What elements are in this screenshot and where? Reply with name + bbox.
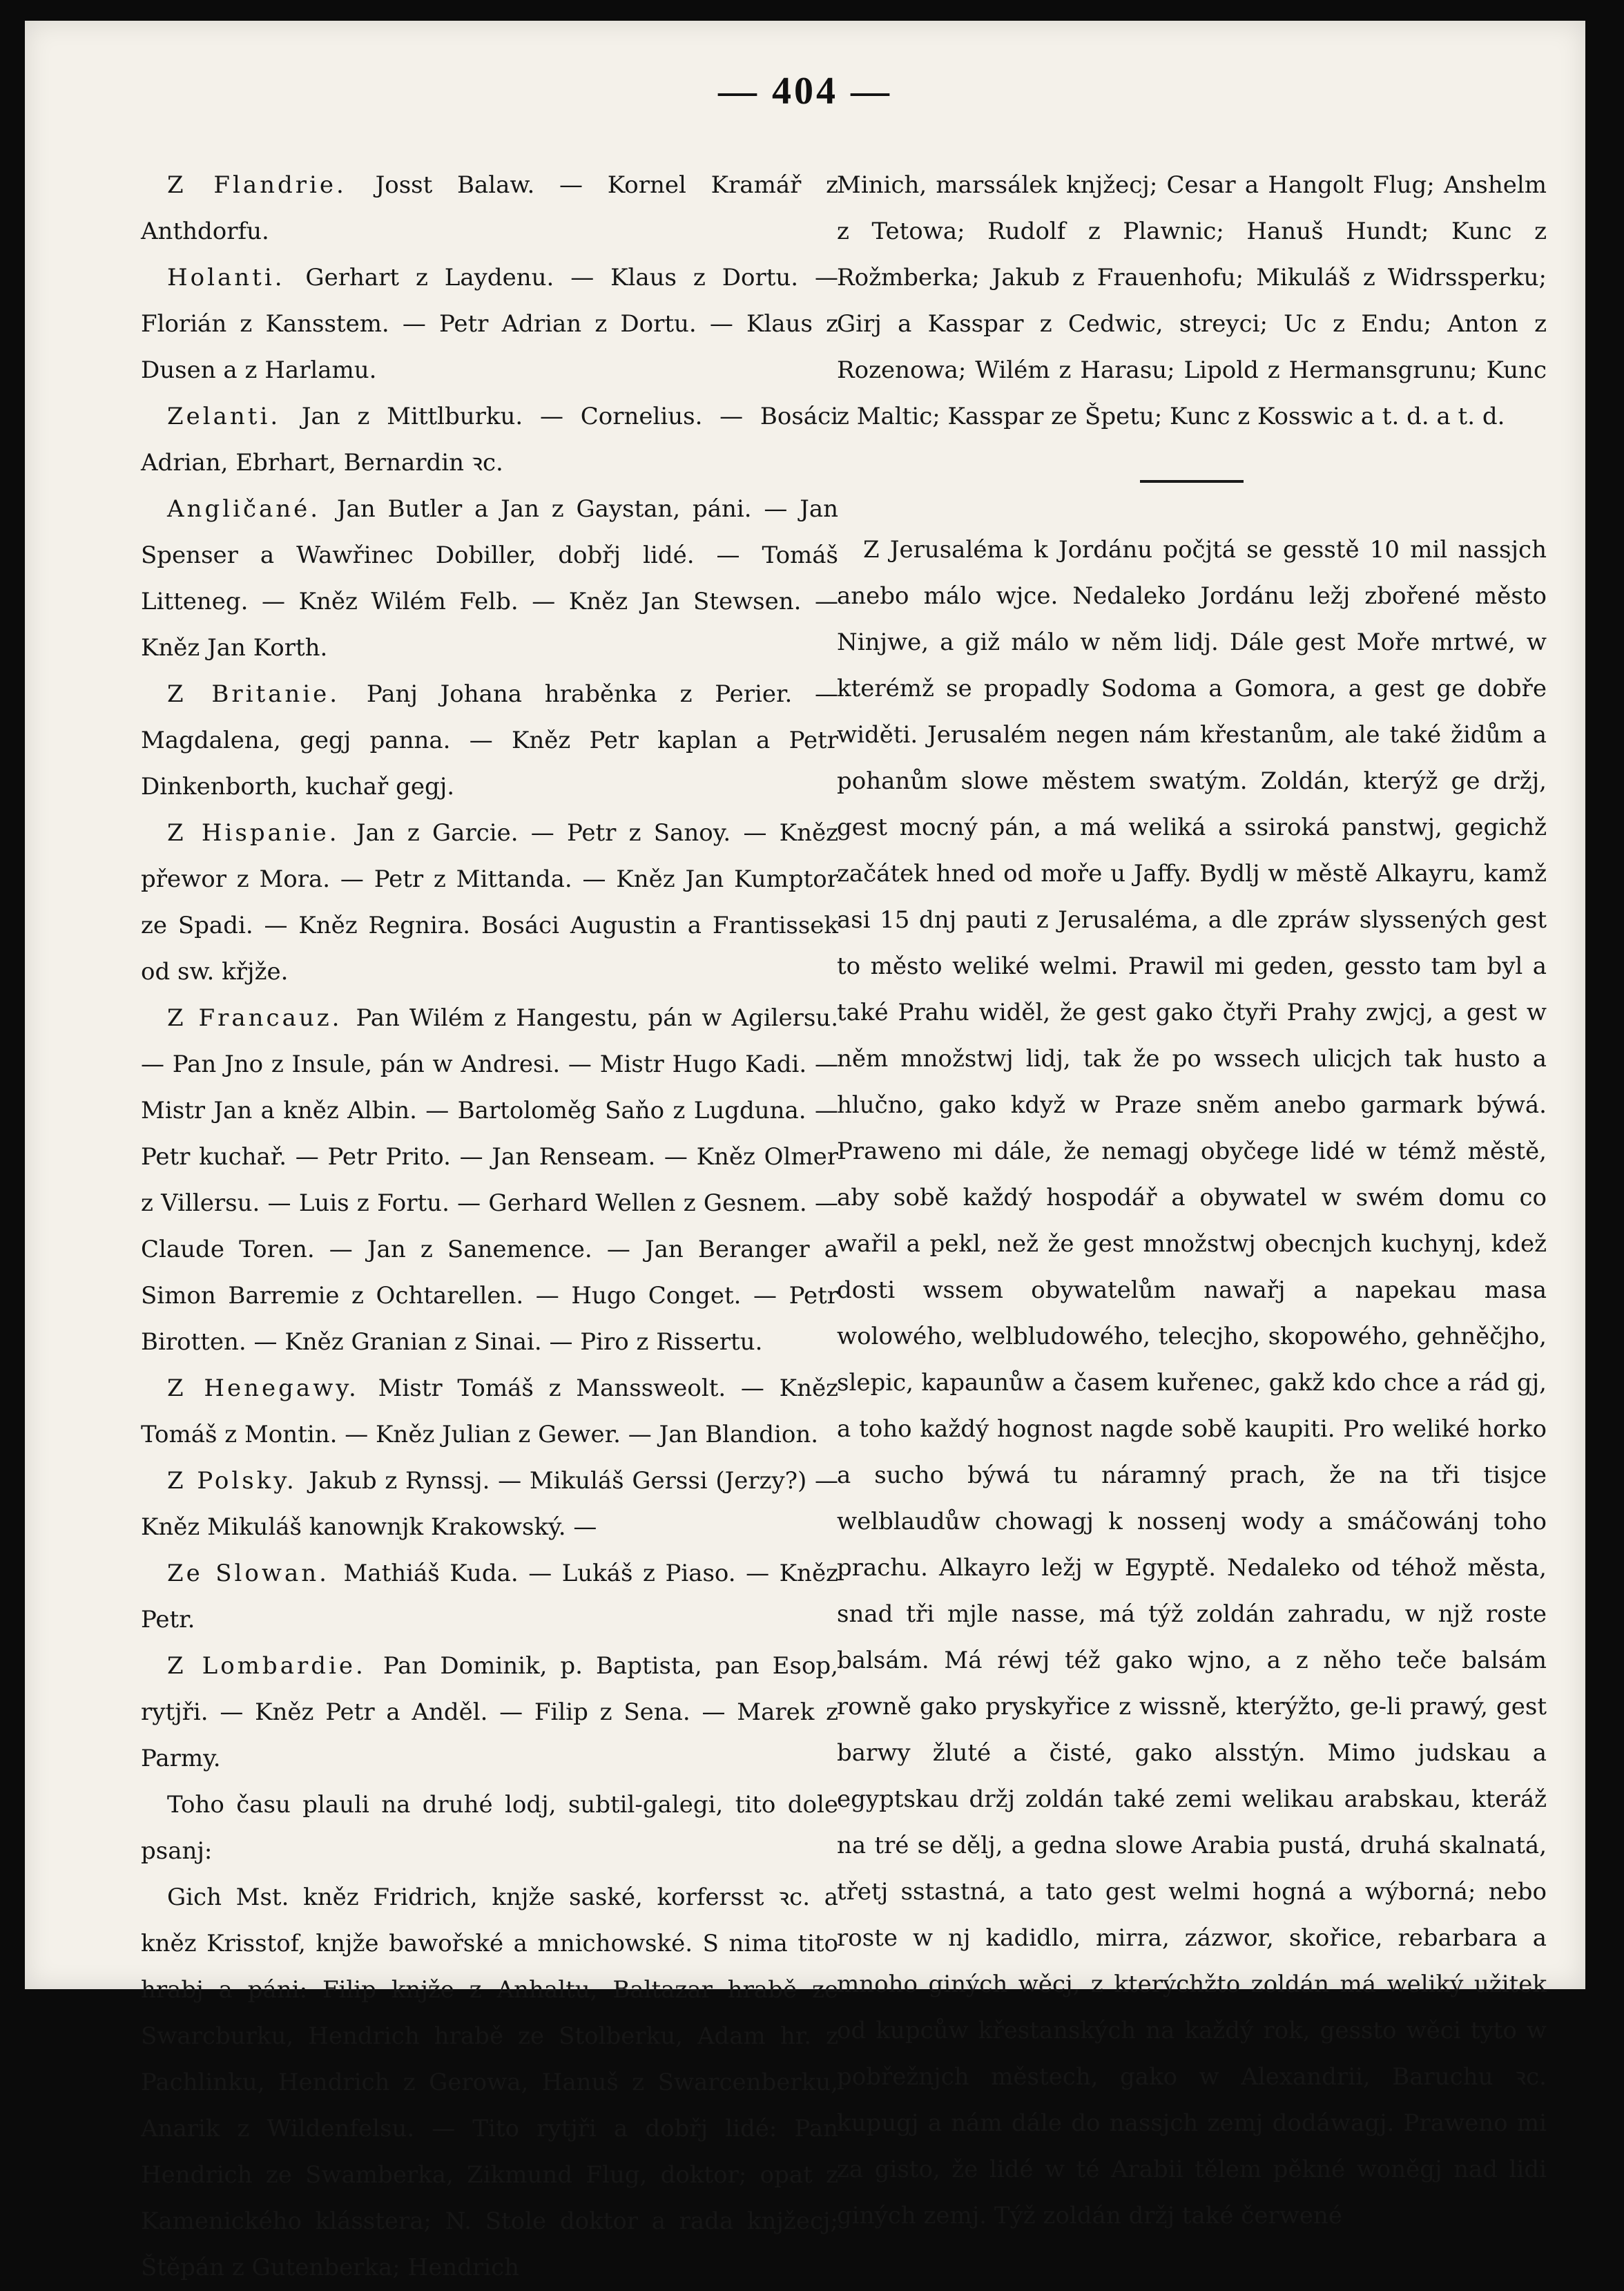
right-column	[837, 162, 1547, 2239]
paragraph-text: Panj Johana hraběnka z Perier. — Magdalena, gegj panna. — Kněz Petr kaplan a Petr Dinkenborth, kuchař gegj.	[141, 680, 838, 801]
paragraph-lead: Z Lombardie.	[167, 1652, 366, 1680]
paragraph-text: Jan Butler a Jan z Gaystan, páni. — Jan Spenser a Wawřinec Dobiller, dobřj lidé. — Tomáš Litteneg. — Kněz Wilém Felb. — Kněz Jan Stewsen. — Kněz Jan Korth.	[141, 495, 839, 662]
paragraph-text: Gich Mst. kněz Fridrich, knjže saské, korfersst ꝛc. a kněz Krisstof, knjže bawořské a mnichowské. S nima tito hrabj a páni: Filip knjže z Anhaltu, Baltazar hrabě ze Swarcburku, Hendrich hrabě ze Stolberku, Adam hr. z Pachlinku, Hendrich z Gerowa, Hanuš z Swarcenberku, Anarik z Wildenfelsu. — Tito rytjři a dobřj lidé: Pan Hendrich ze Swamberka, Zikmund Flug, doktor; opat z Kamenického klásstera; N. Stole doktor a rada knjžecj; Štěpán z Gutenberka; Hendrich	[141, 1883, 838, 2281]
paragraph	[141, 1643, 838, 1782]
paragraph-text: Gerhart z Laydenu. — Klaus z Dortu. — Florián z Kansstem. — Petr Adrian z Dortu. — Klaus z Dusen a z Harlamu.	[141, 264, 838, 384]
paragraph-lead: Zelanti.	[167, 403, 281, 430]
paragraph	[141, 810, 838, 995]
paragraph	[141, 1782, 838, 1875]
paragraph-lead: Z Britanie.	[167, 680, 340, 708]
paragraph	[141, 1365, 838, 1458]
paragraph-text: Mathiáš Kuda. — Lukáš z Piaso. — Kněz Petr.	[141, 1560, 838, 1633]
paragraph-lead: Holanti.	[167, 264, 285, 291]
paragraph-lead: Z Flandrie.	[167, 171, 347, 199]
book-page	[25, 21, 1585, 2281]
paragraph-text: Jan z Mittlburku. — Cornelius. — Bosáci Adrian, Ebrhart, Bernardin ꝛc.	[141, 403, 838, 477]
paragraph-text: Jakub z Rynssj. — Mikuláš Gerssi (Jerzy?) — Kněz Mikuláš kanownjk Krakowský. —	[141, 1467, 838, 1541]
paragraph	[141, 1875, 838, 2291]
paragraph-text: Pan Wilém z Hangestu, pán w Agilersu. — Pan Jno z Insule, pán w Andresi. — Mistr Hugo Kadi. — Mistr Jan a kněz Albin. — Bartoloměg Saňo z Lugduna. — Petr kuchař. — Petr Prito. — Jan Renseam. — Kněz Olmer z Villersu. — Luis z Fortu. — Gerhard Wellen z Gesnem. — Claude Toren. — Jan z Sanemence. — Jan Beranger a Simon Barremie z Ochtarellen. — Hugo Conget. — Petr Birotten. — Kněz Granian z Sinai. — Piro z Rissertu.	[141, 1004, 839, 1356]
paragraph: Z Jerusaléma k Jordánu počjtá se gesstě 10 mil nassjch anebo málo wjce. Nedaleko Jordánu ležj zbořené město Ninjwe, a giž málo w něm lidj. Dále gest Moře mrtwé, w kterémž se propadly Sodoma a Gomora, a gest ge dobře widěti. Jerusalém negen nám křestanům, ale také židům a pohanům slowe městem swatým. Zoldán, kterýž ge držj, gest mocný pán, a má weliká a ssiroká panstwj, gegichž začátek hned od moře u Jaffy. Bydlj w městě Alkayru, kamž asi 15 dnj pauti z Jerusaléma, a dle zpráw slyssených gest to město weliké welmi. Prawil mi geden, gessto tam byl a také Prahu widěl, že gest gako čtyři Prahy zwjcj, a gest w něm množstwj lidj, tak že po wssech ulicjch tak husto a hlučno, gako když w Praze sněm anebo garmark býwá. Praweno mi dále, že nemagj obyčege lidé w témž městě, aby sobě každý hospodář a obywatel w swém domu co wařil a pekl, než že gest množstwj obecnjch kuchynj, kdež dosti wssem obywatelům nawařj a napekau masa wolowého, welbludowého, telecjho, skopowého, gehněčjho, slepic, kapaunůw a časem kuřenec, gakž kdo chce a rád gj, a toho každý hognost nagde sobě kaupiti. Pro weliké horko a sucho býwá tu náramný prach, že na tři tisjce welblaudůw chowagj k nossenj wody a smáčowánj toho prachu. Alkayro ležj w Egyptě. Nedaleko od téhož města, snad tři mjle nasse, má týž zoldán zahradu, w njž roste balsám. Má réwj též gako wjno, a z něho teče balsám rowně gako pryskyřice z wissně, kterýžto, ge-li prawý, gest barwy žluté a čisté, gako alsstýn. Mimo judskau a egyptskau držj zoldán také zemi welikau arabskau, kteráž na tré se dělj, a gedna slowe Arabia pustá, druhá skalnatá, třetj sstastná, a tato gest welmi hogná a wýborná; nebo roste w nj kadidlo, mirra, zázwor, skořice, rebarbara a mnoho giných wěcj, z kterýchžto zoldán má weliký užitek od kupcůw křestanských na každý rok, gessto wěci tyto w pobřežnjch městech, gako w Alexandrii, Baruchu ꝛc. kupugj a nám dále do nassjch zemj dodáwagj. Praweno mi za gisto, že lidé w té Arabii tělem pěkné woněgj nad lidi giných zemj. Týž zoldán držj také čerwené	[837, 536, 1547, 2230]
left-column	[141, 162, 838, 2291]
paragraph-text: Toho času plauli na druhé lodj, subtil-galegi, tito dole psanj:	[141, 1791, 838, 1865]
paragraph	[141, 1551, 838, 1643]
continued-paragraph: Minich, marssálek knjžecj; Cesar a Hangolt Flug; Anshelm z Tetowa; Rudolf z Plawnic; Hanuš Hundt; Kunc z Rožmberka; Jakub z Frauenhofu; Mikuláš z Widrssperku; Girj a Kasspar z Cedwic, streyci; Uc z Endu; Anton z Rozenowa; Wilém z Harasu; Lipold z Hermansgrunu; Kunc z Maltic; Kasspar ze Špetu; Kunc z Kosswic a t. d. a t. d.	[837, 171, 1547, 430]
paragraph-lead: Ze Slowan.	[167, 1560, 329, 1587]
paragraph-text: Jan z Garcie. — Petr z Sanoy. — Kněz přewor z Mora. — Petr z Mittanda. — Kněz Jan Kumptor ze Spadi. — Kněz Regnira. Bosáci Augustin a Frantissek od sw. křjže.	[141, 819, 839, 986]
paragraph	[141, 394, 838, 486]
paragraph-lead: Angličané.	[167, 495, 321, 523]
paragraph-text: Mistr Tomáš z Manssweolt. — Kněz Tomáš z Montin. — Kněz Julian z Gewer. — Jan Blandion.	[141, 1374, 839, 1448]
paragraph	[141, 671, 838, 810]
paragraph	[141, 1458, 838, 1551]
section-divider	[1140, 480, 1244, 483]
paragraph-lead: Z Henegawy.	[167, 1374, 359, 1402]
paragraph-lead: Z Francauz.	[167, 1004, 342, 1032]
paragraph-text: Pan Dominik, p. Baptista, pan Esop, rytjři. — Kněz Petr a Anděl. — Filip z Sena. — Marek z Parmy.	[141, 1652, 838, 1772]
paragraph-lead: Z Hispanie.	[167, 819, 340, 847]
paragraph	[141, 486, 838, 671]
paragraph	[141, 995, 838, 1365]
paragraph	[141, 162, 838, 255]
paragraph-text: Josst Balaw. — Kornel Kramář z Anthdorfu.	[141, 171, 839, 245]
paragraph-lead: Z Polsky.	[167, 1467, 297, 1495]
paragraph	[141, 255, 838, 394]
page-number: — 404 —	[718, 70, 892, 113]
